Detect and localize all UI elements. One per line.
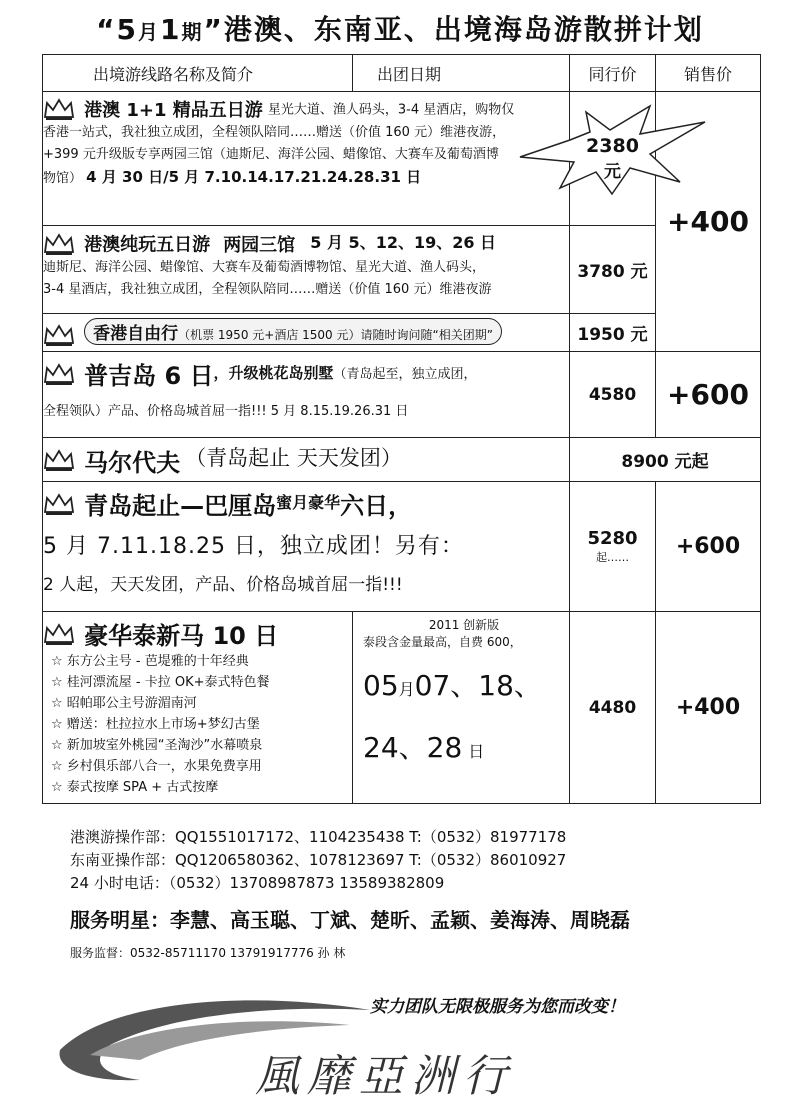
list-item-text: 昭帕耶公主号游湄南河 [66,696,197,711]
list-item-text: 东方公主号 - 芭堤雅的十年经典 [66,654,249,669]
service-stars: 服务明星：李慧、高玉聪、丁斌、楚昕、孟颖、姜海涛、周晓磊 [70,908,630,932]
title-quote-close: ” [203,13,224,46]
page-title [0,8,800,48]
tour-dates: 5 月 5、12、19、26 日 [310,233,497,252]
tour-name: 青岛起止—巴厘岛 [84,492,277,520]
list-item: ☆ 新加坡室外桃园“圣淘沙”水幕喷泉 [51,738,263,753]
wholesale-price: 4480 [570,612,656,804]
tour-name-end: 六日， [340,492,413,520]
tour-name-bubble [84,318,502,345]
title-text: 港澳、东南亚、出境海岛游散拼计划 [223,13,704,46]
tour-table [42,54,761,804]
list-item-text: 新加坡室外桃园“圣淘沙”水幕喷泉 [66,738,263,753]
retail-price: +600 [656,352,761,438]
retail-price-hk: +400 [656,92,761,352]
tour-row-phuket [43,352,761,438]
wholesale-price: 8900 元起 [570,438,761,482]
tour-row-thai-sg-my [43,612,761,804]
list-item-text: 泰式按摩 SPA + 古式按摩 [66,780,219,795]
list-item: ☆ 昭帕耶公主号游湄南河 [51,696,197,711]
crown-icon [43,448,75,472]
tour-highlight: ，升级桃花岛别墅 [213,364,334,382]
wholesale-price: 4580 [570,352,656,438]
tour-row-maldives [43,438,761,482]
tour-desc-line: 3-4 星酒店，我社独立成团，全程领队陪同……赠送（价值 160 元）维港夜游 [43,281,492,297]
tour-name: 马尔代夫 [84,448,181,477]
wholesale-price: 2380 [586,135,639,157]
tour-row-bali [43,482,761,612]
tour-detail: （机票 1950 元+酒店 1500 元）请随时询问随“相关团期” [178,328,493,343]
tour-row-hk-free [43,314,761,352]
contact-sea: 东南亚操作部：QQ1206580362、1078123697 T:（0532）86010927 [70,851,567,869]
tour-note: （青岛起至，独立成团， [333,367,477,382]
tour-name: 港澳 1+1 精品五日游 [84,100,263,121]
contact-hotline: 24 小时电话：（0532）13708987873 13589382809 [70,874,445,892]
service-supervisor: 服务监督：0532-85711170 13791917776 孙 林 [70,946,346,960]
tour-subtitle: 两园三馆 [223,234,296,256]
title-yue: 月 [137,20,160,44]
tour-name: 豪华泰新马 10 日 [84,622,279,650]
list-item: ☆ 东方公主号 - 芭堤雅的十年经典 [51,654,249,669]
tour-row-hk-pure [43,226,761,314]
tour-date-days: 24、28 [363,731,463,764]
title-qi: 期 [181,20,204,44]
list-item-text: 桂河漂流屋 - 卡拉 OK+泰式特色餐 [66,675,270,690]
tour-name: 香港自由行 [93,324,179,345]
header-route: 出境游线路名称及简介 [43,55,353,92]
crown-icon [43,362,75,386]
crown-icon [43,492,75,516]
tour-desc-line: 星光大道、渔人码头，3-4 星酒店，购物仅 [267,102,515,118]
title-quote-open: “ [96,13,117,46]
crown-icon [43,323,75,347]
contact-block [70,826,566,895]
retail-price: +600 [656,482,761,612]
tour-note: 泰段含金量最高，自费 600， [363,635,522,649]
list-item: ☆ 赠送：杜拉拉水上市场+梦幻古堡 [51,717,260,732]
title-issue: 1 [159,13,182,46]
tour-desc-line: +399 元升级版专享两园三馆（迪斯尼、海洋公园、蜡像馆、大赛车及葡萄酒博 [43,147,499,162]
list-item: ☆ 桂河漂流屋 - 卡拉 OK+泰式特色餐 [51,675,270,690]
table-header [43,55,761,92]
tour-desc-line: 2 人起，天天发团，产品、价格岛城首屈一指!!! [43,575,403,595]
tour-dates: 4 月 30 日/5 月 7.10.14.17.21.24.28.31 日 [86,168,422,186]
header-wholesale: 同行价 [570,55,656,92]
crown-icon [43,622,75,646]
tour-date-days: 07、18、 [414,669,542,702]
wholesale-price-cell [570,92,656,226]
title-month: 5 [116,13,138,46]
list-item: ☆ 乡村俱乐部八合一，水果免费享用 [51,759,262,774]
price-unit: 元 [604,162,621,182]
crown-icon [43,232,75,256]
tour-date-yue: 月 [398,680,415,699]
header-retail: 销售价 [656,55,761,92]
wholesale-price: 5280 [587,528,638,549]
tour-row-hk-premium [43,92,761,226]
contact-hk: 港澳游操作部：QQ1551017172、1104235438 T:（0532）81977178 [70,828,567,846]
tour-dates: 5 月 7.11.18.25 日，独立成团！另有： [43,534,464,559]
tour-date-ri: 日 [468,742,485,761]
brand-name: 風靡亞洲行 [255,1051,515,1102]
tour-desc-line: 香港一站式，我社独立成团，全程领队陪同……赠送（价值 160 元）维港夜游， [43,125,506,140]
list-item: ☆ 泰式按摩 SPA + 古式按摩 [51,780,219,795]
retail-price: +400 [656,612,761,804]
tour-detail: （青岛起止 天天发团） [185,445,402,470]
tour-name: 普吉岛 6 日 [84,362,214,390]
edition-label: 2011 创新版 [428,618,500,632]
wholesale-price: 1950 元 [570,314,656,352]
header-date: 出团日期 [353,55,570,92]
list-item-text: 赠送：杜拉拉水上市场+梦幻古堡 [66,717,260,732]
tour-desc-line: 迪斯尼、海洋公园、蜡像馆、大赛车及葡萄酒博物馆、星光大道、渔人码头， [43,259,486,275]
tour-date-month: 05 [363,669,399,702]
crown-icon [43,97,75,121]
tour-name: 港澳纯玩五日游 [84,234,211,256]
tour-desc-line: 物馆） [43,171,83,186]
tour-name-small: 蜜月豪华 [276,493,341,512]
slogan: 实力团队无限极服务为您而改变！ [370,997,625,1017]
price-note: 起…… [596,551,629,564]
wholesale-price: 3780 元 [570,226,656,314]
list-item-text: 乡村俱乐部八合一，水果免费享用 [66,759,262,774]
tour-desc-line: 全程领队）产品、价格岛城首屈一指!!! 5 月 8.15.19.26.31 日 [43,404,409,419]
